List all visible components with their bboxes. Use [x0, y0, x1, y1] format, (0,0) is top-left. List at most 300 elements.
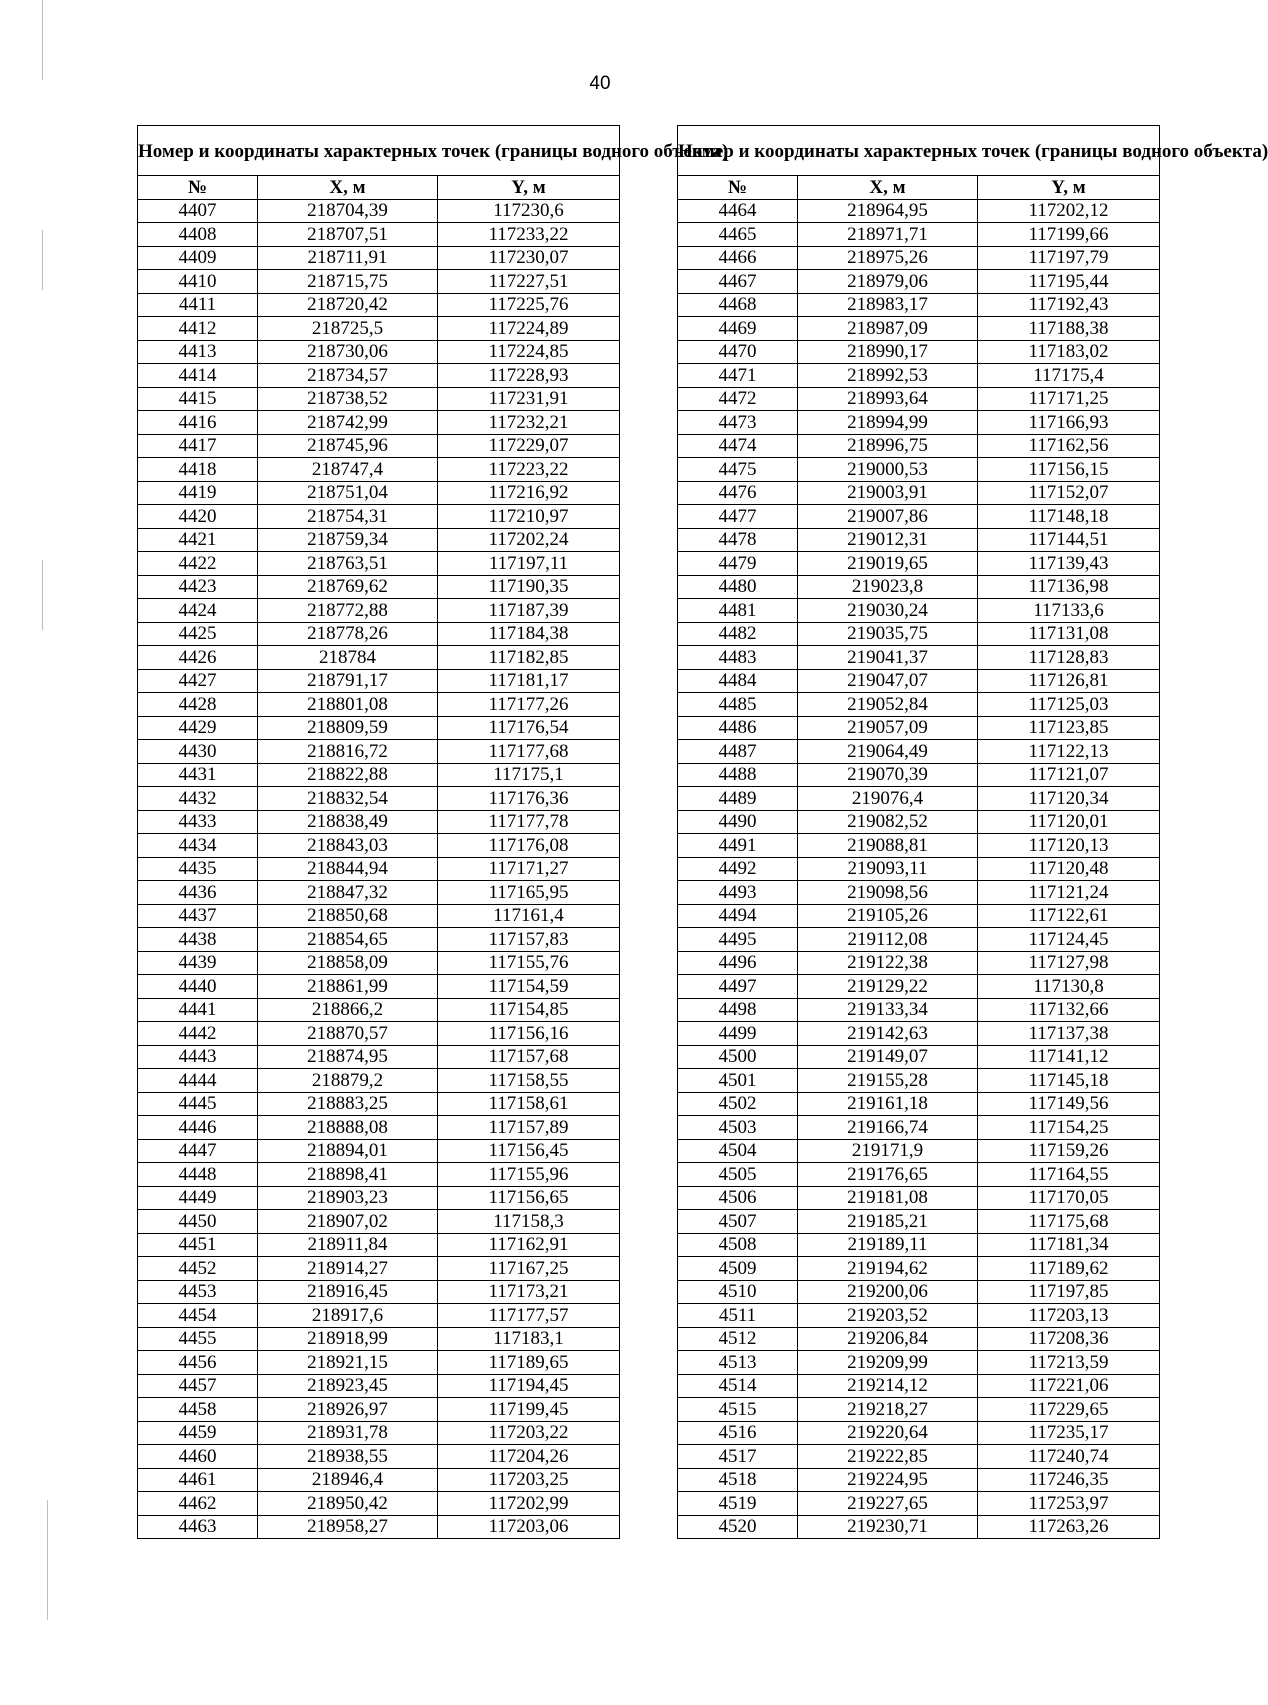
- table-row: [138, 481, 620, 505]
- table-row: [138, 505, 620, 529]
- table-row: [138, 364, 620, 388]
- y-coordinate-cell: 117221,06: [978, 1374, 1160, 1398]
- y-coordinate-cell: 117246,35: [978, 1468, 1160, 1492]
- table-row: [138, 1398, 620, 1422]
- x-coordinate-cell: 218850,68: [258, 904, 438, 928]
- x-coordinate-cell: 219093,11: [798, 857, 978, 881]
- y-coordinate-cell: 117208,36: [978, 1327, 1160, 1351]
- y-coordinate-cell: 117164,55: [978, 1163, 1160, 1187]
- x-coordinate-cell: 219218,27: [798, 1398, 978, 1422]
- point-number-cell: 4410: [138, 270, 258, 294]
- table-row: [678, 951, 1160, 975]
- table-row: [678, 1398, 1160, 1422]
- table-row: [678, 787, 1160, 811]
- y-coordinate-cell: 117203,25: [438, 1468, 620, 1492]
- x-coordinate-cell: 219112,08: [798, 928, 978, 952]
- table-row: [138, 1492, 620, 1516]
- point-number-cell: 4413: [138, 340, 258, 364]
- point-number-cell: 4482: [678, 622, 798, 646]
- x-coordinate-cell: 219230,71: [798, 1515, 978, 1539]
- point-number-cell: 4414: [138, 364, 258, 388]
- point-number-cell: 4465: [678, 223, 798, 247]
- table-row: [138, 740, 620, 764]
- x-coordinate-cell: 218931,78: [258, 1421, 438, 1445]
- table-row: [678, 1139, 1160, 1163]
- table-row: [138, 1092, 620, 1116]
- x-coordinate-cell: 218809,59: [258, 716, 438, 740]
- right-table-body: [678, 199, 1160, 1539]
- y-coordinate-cell: 117199,45: [438, 1398, 620, 1422]
- point-number-cell: 4407: [138, 199, 258, 223]
- point-number-cell: 4466: [678, 246, 798, 270]
- point-number-cell: 4496: [678, 951, 798, 975]
- point-number-cell: 4500: [678, 1045, 798, 1069]
- y-coordinate-cell: 117145,18: [978, 1069, 1160, 1093]
- y-coordinate-cell: 117156,16: [438, 1022, 620, 1046]
- y-coordinate-cell: 117233,22: [438, 223, 620, 247]
- x-coordinate-cell: 218883,25: [258, 1092, 438, 1116]
- table-row: [678, 1069, 1160, 1093]
- x-coordinate-cell: 218734,57: [258, 364, 438, 388]
- x-coordinate-cell: 219161,18: [798, 1092, 978, 1116]
- x-coordinate-cell: 218874,95: [258, 1045, 438, 1069]
- x-coordinate-cell: 219012,31: [798, 528, 978, 552]
- table-row: [678, 340, 1160, 364]
- point-number-cell: 4440: [138, 975, 258, 999]
- y-coordinate-cell: 117170,05: [978, 1186, 1160, 1210]
- y-coordinate-cell: 117204,26: [438, 1445, 620, 1469]
- y-coordinate-cell: 117123,85: [978, 716, 1160, 740]
- y-coordinate-cell: 117177,78: [438, 810, 620, 834]
- table-row: [678, 1327, 1160, 1351]
- x-coordinate-cell: 218707,51: [258, 223, 438, 247]
- point-number-cell: 4506: [678, 1186, 798, 1210]
- point-number-cell: 4518: [678, 1468, 798, 1492]
- point-number-cell: 4441: [138, 998, 258, 1022]
- y-coordinate-cell: 117121,07: [978, 763, 1160, 787]
- table-row: [138, 1351, 620, 1375]
- point-number-cell: 4501: [678, 1069, 798, 1093]
- table-row: [138, 1116, 620, 1140]
- x-coordinate-cell: 218730,06: [258, 340, 438, 364]
- table-row: [678, 1092, 1160, 1116]
- table-caption-row: [138, 126, 620, 176]
- point-number-cell: 4503: [678, 1116, 798, 1140]
- table-row: [678, 693, 1160, 717]
- y-coordinate-cell: 117171,25: [978, 387, 1160, 411]
- x-coordinate-cell: 219171,9: [798, 1139, 978, 1163]
- point-number-cell: 4505: [678, 1163, 798, 1187]
- x-coordinate-cell: 219206,84: [798, 1327, 978, 1351]
- y-coordinate-cell: 117203,06: [438, 1515, 620, 1539]
- x-coordinate-cell: 218711,91: [258, 246, 438, 270]
- x-coordinate-cell: 219023,8: [798, 575, 978, 599]
- point-number-cell: 4477: [678, 505, 798, 529]
- table-row: [678, 246, 1160, 270]
- table-row: [678, 364, 1160, 388]
- y-coordinate-cell: 117157,83: [438, 928, 620, 952]
- x-coordinate-cell: 219019,65: [798, 552, 978, 576]
- point-number-cell: 4494: [678, 904, 798, 928]
- point-number-cell: 4453: [138, 1280, 258, 1304]
- table-row: [678, 810, 1160, 834]
- x-coordinate-cell: 218715,75: [258, 270, 438, 294]
- point-number-cell: 4423: [138, 575, 258, 599]
- point-number-cell: 4438: [138, 928, 258, 952]
- y-coordinate-cell: 117131,08: [978, 622, 1160, 646]
- x-coordinate-cell: 218983,17: [798, 293, 978, 317]
- point-number-cell: 4424: [138, 599, 258, 623]
- column-header-x: X, м: [798, 176, 978, 200]
- y-coordinate-cell: 117183,02: [978, 340, 1160, 364]
- y-coordinate-cell: 117162,56: [978, 434, 1160, 458]
- table-row: [678, 1233, 1160, 1257]
- y-coordinate-cell: 117194,45: [438, 1374, 620, 1398]
- x-coordinate-cell: 218763,51: [258, 552, 438, 576]
- point-number-cell: 4479: [678, 552, 798, 576]
- point-number-cell: 4507: [678, 1210, 798, 1234]
- table-row: [138, 1445, 620, 1469]
- point-number-cell: 4409: [138, 246, 258, 270]
- y-coordinate-cell: 117189,62: [978, 1257, 1160, 1281]
- point-number-cell: 4491: [678, 834, 798, 858]
- point-number-cell: 4412: [138, 317, 258, 341]
- y-coordinate-cell: 117127,98: [978, 951, 1160, 975]
- x-coordinate-cell: 218791,17: [258, 669, 438, 693]
- x-coordinate-cell: 218971,71: [798, 223, 978, 247]
- table-row: [678, 975, 1160, 999]
- point-number-cell: 4427: [138, 669, 258, 693]
- table-row: [678, 552, 1160, 576]
- point-number-cell: 4464: [678, 199, 798, 223]
- x-coordinate-cell: 219000,53: [798, 458, 978, 482]
- table-row: [138, 763, 620, 787]
- x-coordinate-cell: 219176,65: [798, 1163, 978, 1187]
- point-number-cell: 4431: [138, 763, 258, 787]
- table-row: [138, 552, 620, 576]
- table-row: [678, 1116, 1160, 1140]
- point-number-cell: 4411: [138, 293, 258, 317]
- x-coordinate-cell: 218747,4: [258, 458, 438, 482]
- point-number-cell: 4519: [678, 1492, 798, 1516]
- table-row: [678, 669, 1160, 693]
- y-coordinate-cell: 117152,07: [978, 481, 1160, 505]
- x-coordinate-cell: 219088,81: [798, 834, 978, 858]
- y-coordinate-cell: 117155,76: [438, 951, 620, 975]
- table-row: [678, 881, 1160, 905]
- point-number-cell: 4508: [678, 1233, 798, 1257]
- point-number-cell: 4432: [138, 787, 258, 811]
- x-coordinate-cell: 218769,62: [258, 575, 438, 599]
- table-row: [138, 1233, 620, 1257]
- table-row: [678, 1163, 1160, 1187]
- point-number-cell: 4517: [678, 1445, 798, 1469]
- y-coordinate-cell: 117224,85: [438, 340, 620, 364]
- x-coordinate-cell: 218879,2: [258, 1069, 438, 1093]
- table-row: [678, 857, 1160, 881]
- y-coordinate-cell: 117175,1: [438, 763, 620, 787]
- x-coordinate-cell: 219052,84: [798, 693, 978, 717]
- y-coordinate-cell: 117182,85: [438, 646, 620, 670]
- x-coordinate-cell: 219142,63: [798, 1022, 978, 1046]
- y-coordinate-cell: 117125,03: [978, 693, 1160, 717]
- table-row: [678, 904, 1160, 928]
- table-row: [138, 998, 620, 1022]
- x-coordinate-cell: 218844,94: [258, 857, 438, 881]
- table-row: [138, 1327, 620, 1351]
- x-coordinate-cell: 219155,28: [798, 1069, 978, 1093]
- table-row: [678, 270, 1160, 294]
- x-coordinate-cell: 218903,23: [258, 1186, 438, 1210]
- table-row: [138, 340, 620, 364]
- point-number-cell: 4481: [678, 599, 798, 623]
- table-row: [138, 223, 620, 247]
- y-coordinate-cell: 117162,91: [438, 1233, 620, 1257]
- y-coordinate-cell: 117227,51: [438, 270, 620, 294]
- x-coordinate-cell: 219041,37: [798, 646, 978, 670]
- table-row: [138, 646, 620, 670]
- point-number-cell: 4446: [138, 1116, 258, 1140]
- y-coordinate-cell: 117187,39: [438, 599, 620, 623]
- table-row: [678, 1186, 1160, 1210]
- table-row: [138, 1069, 620, 1093]
- y-coordinate-cell: 117197,79: [978, 246, 1160, 270]
- y-coordinate-cell: 117183,1: [438, 1327, 620, 1351]
- x-coordinate-cell: 219057,09: [798, 716, 978, 740]
- x-coordinate-cell: 218704,39: [258, 199, 438, 223]
- x-coordinate-cell: 218950,42: [258, 1492, 438, 1516]
- x-coordinate-cell: 218996,75: [798, 434, 978, 458]
- point-number-cell: 4428: [138, 693, 258, 717]
- table-row: [678, 481, 1160, 505]
- point-number-cell: 4469: [678, 317, 798, 341]
- x-coordinate-cell: 218858,09: [258, 951, 438, 975]
- y-coordinate-cell: 117158,55: [438, 1069, 620, 1093]
- x-coordinate-cell: 218742,99: [258, 411, 438, 435]
- table-row: [138, 458, 620, 482]
- table-row: [678, 1351, 1160, 1375]
- x-coordinate-cell: 218923,45: [258, 1374, 438, 1398]
- table-row: [138, 1515, 620, 1539]
- table-row: [138, 810, 620, 834]
- table-row: [138, 1374, 620, 1398]
- point-number-cell: 4454: [138, 1304, 258, 1328]
- table-row: [138, 199, 620, 223]
- table-row: [678, 223, 1160, 247]
- point-number-cell: 4417: [138, 434, 258, 458]
- x-coordinate-cell: 219214,12: [798, 1374, 978, 1398]
- column-header-number: №: [138, 176, 258, 200]
- x-coordinate-cell: 219166,74: [798, 1116, 978, 1140]
- x-coordinate-cell: 218745,96: [258, 434, 438, 458]
- point-number-cell: 4420: [138, 505, 258, 529]
- point-number-cell: 4456: [138, 1351, 258, 1375]
- x-coordinate-cell: 219007,86: [798, 505, 978, 529]
- point-number-cell: 4445: [138, 1092, 258, 1116]
- point-number-cell: 4457: [138, 1374, 258, 1398]
- point-number-cell: 4475: [678, 458, 798, 482]
- y-coordinate-cell: 117161,4: [438, 904, 620, 928]
- table-row: [678, 293, 1160, 317]
- point-number-cell: 4489: [678, 787, 798, 811]
- table-row: [138, 622, 620, 646]
- x-coordinate-cell: 219209,99: [798, 1351, 978, 1375]
- point-number-cell: 4510: [678, 1280, 798, 1304]
- table-row: [138, 1304, 620, 1328]
- y-coordinate-cell: 117156,45: [438, 1139, 620, 1163]
- table-row: [678, 575, 1160, 599]
- y-coordinate-cell: 117216,92: [438, 481, 620, 505]
- x-coordinate-cell: 219227,65: [798, 1492, 978, 1516]
- point-number-cell: 4492: [678, 857, 798, 881]
- y-coordinate-cell: 117190,35: [438, 575, 620, 599]
- x-coordinate-cell: 218854,65: [258, 928, 438, 952]
- table-row: [678, 1304, 1160, 1328]
- y-coordinate-cell: 117202,12: [978, 199, 1160, 223]
- x-coordinate-cell: 218926,97: [258, 1398, 438, 1422]
- y-coordinate-cell: 117177,68: [438, 740, 620, 764]
- point-number-cell: 4447: [138, 1139, 258, 1163]
- x-coordinate-cell: 218994,99: [798, 411, 978, 435]
- point-number-cell: 4429: [138, 716, 258, 740]
- x-coordinate-cell: 218990,17: [798, 340, 978, 364]
- point-number-cell: 4408: [138, 223, 258, 247]
- point-number-cell: 4449: [138, 1186, 258, 1210]
- point-number-cell: 4483: [678, 646, 798, 670]
- y-coordinate-cell: 117176,08: [438, 834, 620, 858]
- point-number-cell: 4484: [678, 669, 798, 693]
- y-coordinate-cell: 117202,24: [438, 528, 620, 552]
- y-coordinate-cell: 117122,61: [978, 904, 1160, 928]
- x-coordinate-cell: 218894,01: [258, 1139, 438, 1163]
- x-coordinate-cell: 218751,04: [258, 481, 438, 505]
- y-coordinate-cell: 117154,59: [438, 975, 620, 999]
- x-coordinate-cell: 219203,52: [798, 1304, 978, 1328]
- y-coordinate-cell: 117126,81: [978, 669, 1160, 693]
- point-number-cell: 4512: [678, 1327, 798, 1351]
- y-coordinate-cell: 117184,38: [438, 622, 620, 646]
- table-row: [678, 411, 1160, 435]
- table-row: [138, 857, 620, 881]
- table-row: [138, 834, 620, 858]
- y-coordinate-cell: 117181,34: [978, 1233, 1160, 1257]
- point-number-cell: 4490: [678, 810, 798, 834]
- y-coordinate-cell: 117223,22: [438, 458, 620, 482]
- table-row: [678, 646, 1160, 670]
- table-row: [138, 1022, 620, 1046]
- point-number-cell: 4468: [678, 293, 798, 317]
- x-coordinate-cell: 219082,52: [798, 810, 978, 834]
- x-coordinate-cell: 219222,85: [798, 1445, 978, 1469]
- y-coordinate-cell: 117240,74: [978, 1445, 1160, 1469]
- x-coordinate-cell: 218914,27: [258, 1257, 438, 1281]
- point-number-cell: 4520: [678, 1515, 798, 1539]
- y-coordinate-cell: 117121,24: [978, 881, 1160, 905]
- table-row: [138, 434, 620, 458]
- y-coordinate-cell: 117253,97: [978, 1492, 1160, 1516]
- point-number-cell: 4458: [138, 1398, 258, 1422]
- point-number-cell: 4419: [138, 481, 258, 505]
- point-number-cell: 4416: [138, 411, 258, 435]
- point-number-cell: 4430: [138, 740, 258, 764]
- table-row: [678, 1492, 1160, 1516]
- table-row: [138, 293, 620, 317]
- table-row: [678, 998, 1160, 1022]
- right-coordinates-table-wrap: [677, 125, 1268, 1539]
- scan-edge-mark: [42, 0, 43, 80]
- y-coordinate-cell: 117213,59: [978, 1351, 1160, 1375]
- table-row: [678, 599, 1160, 623]
- y-coordinate-cell: 117189,65: [438, 1351, 620, 1375]
- y-coordinate-cell: 117228,93: [438, 364, 620, 388]
- left-coordinates-table-wrap: [137, 125, 729, 1539]
- x-coordinate-cell: 218738,52: [258, 387, 438, 411]
- table-row: [138, 528, 620, 552]
- x-coordinate-cell: 218778,26: [258, 622, 438, 646]
- table-row: [138, 881, 620, 905]
- x-coordinate-cell: 218907,02: [258, 1210, 438, 1234]
- y-coordinate-cell: 117199,66: [978, 223, 1160, 247]
- left-table-body: [138, 199, 620, 1539]
- y-coordinate-cell: 117158,61: [438, 1092, 620, 1116]
- point-number-cell: 4452: [138, 1257, 258, 1281]
- y-coordinate-cell: 117224,89: [438, 317, 620, 341]
- x-coordinate-cell: 219122,38: [798, 951, 978, 975]
- y-coordinate-cell: 117176,36: [438, 787, 620, 811]
- y-coordinate-cell: 117136,98: [978, 575, 1160, 599]
- y-coordinate-cell: 117155,96: [438, 1163, 620, 1187]
- table-row: [138, 1468, 620, 1492]
- table-row: [678, 528, 1160, 552]
- point-number-cell: 4473: [678, 411, 798, 435]
- y-coordinate-cell: 117202,99: [438, 1492, 620, 1516]
- y-coordinate-cell: 117263,26: [978, 1515, 1160, 1539]
- table-row: [138, 975, 620, 999]
- y-coordinate-cell: 117188,38: [978, 317, 1160, 341]
- table-row: [138, 246, 620, 270]
- point-number-cell: 4485: [678, 693, 798, 717]
- table-header-row: [678, 176, 1160, 200]
- right-coordinates-table: [677, 125, 1268, 1539]
- x-coordinate-cell: 218946,4: [258, 1468, 438, 1492]
- point-number-cell: 4480: [678, 575, 798, 599]
- point-number-cell: 4433: [138, 810, 258, 834]
- table-row: [678, 1421, 1160, 1445]
- point-number-cell: 4498: [678, 998, 798, 1022]
- y-coordinate-cell: 117141,12: [978, 1045, 1160, 1069]
- y-coordinate-cell: 117181,17: [438, 669, 620, 693]
- y-coordinate-cell: 117195,44: [978, 270, 1160, 294]
- y-coordinate-cell: 117154,85: [438, 998, 620, 1022]
- y-coordinate-cell: 117158,3: [438, 1210, 620, 1234]
- table-caption: Номер и координаты характерных точек (границы водного объекта): [138, 126, 620, 176]
- x-coordinate-cell: 219189,11: [798, 1233, 978, 1257]
- x-coordinate-cell: 218938,55: [258, 1445, 438, 1469]
- point-number-cell: 4463: [138, 1515, 258, 1539]
- point-number-cell: 4434: [138, 834, 258, 858]
- x-coordinate-cell: 218898,41: [258, 1163, 438, 1187]
- point-number-cell: 4515: [678, 1398, 798, 1422]
- point-number-cell: 4443: [138, 1045, 258, 1069]
- x-coordinate-cell: 218801,08: [258, 693, 438, 717]
- x-coordinate-cell: 218918,99: [258, 1327, 438, 1351]
- y-coordinate-cell: 117166,93: [978, 411, 1160, 435]
- point-number-cell: 4451: [138, 1233, 258, 1257]
- table-row: [138, 1421, 620, 1445]
- y-coordinate-cell: 117128,83: [978, 646, 1160, 670]
- y-coordinate-cell: 117229,07: [438, 434, 620, 458]
- x-coordinate-cell: 218784: [258, 646, 438, 670]
